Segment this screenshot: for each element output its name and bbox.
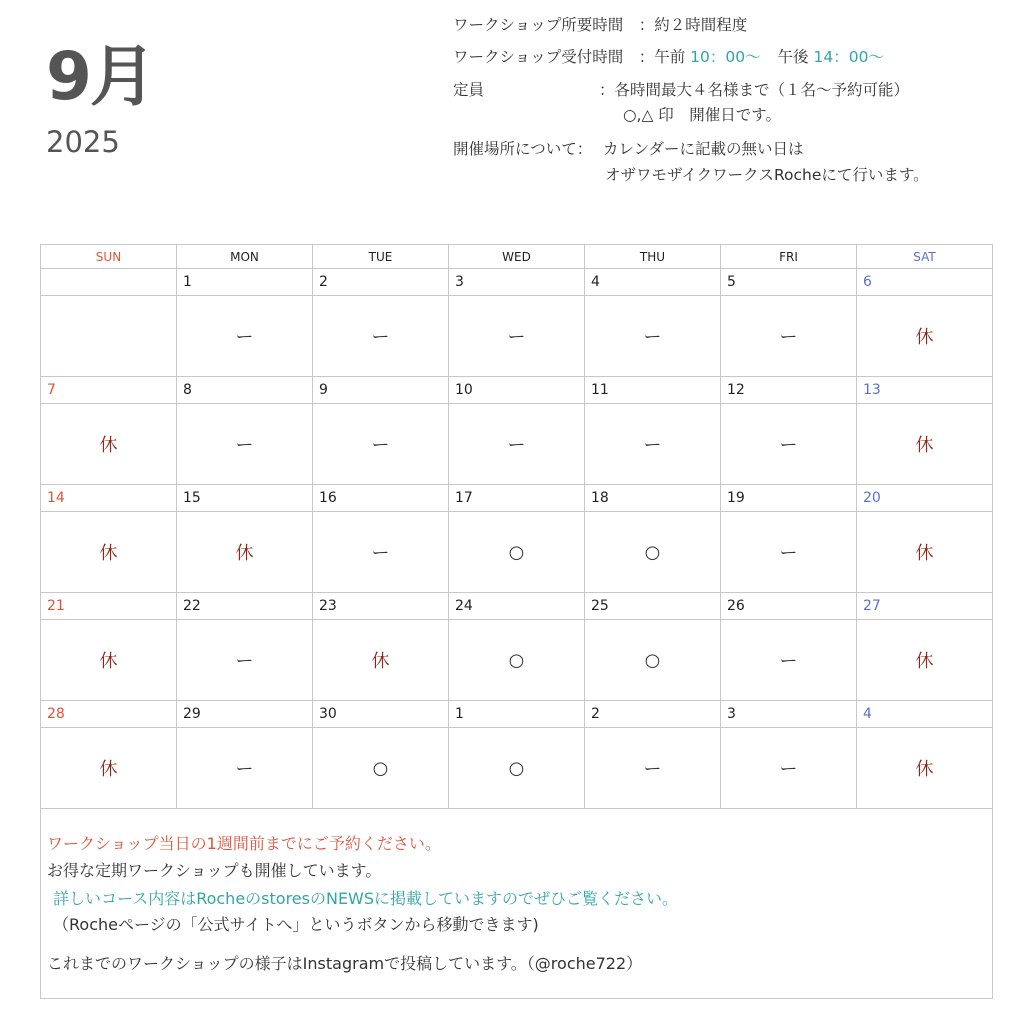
date-cell: 2	[313, 269, 449, 296]
date-cell: 13	[857, 377, 993, 404]
status-mark: ー	[177, 404, 313, 485]
status-mark: 休	[177, 512, 313, 593]
am-time: 10：00〜	[690, 48, 761, 66]
venue-value-2: オザワモザイクワークスRocheにて行います。	[605, 166, 929, 184]
status-mark: ー	[313, 296, 449, 377]
day-header: MON	[177, 245, 313, 269]
date-cell: 20	[857, 485, 993, 512]
status-mark: ○	[585, 512, 721, 593]
date-cell: 7	[41, 377, 177, 404]
status-mark: ー	[585, 728, 721, 809]
pm-time: 14：00〜	[813, 48, 884, 66]
duration-label: ワークショップ所要時間 ：	[453, 16, 655, 34]
course-details-note: 詳しいコース内容はRocheのstoresのNEWSに掲載していますのでぜひご覧ください。	[53, 889, 679, 908]
status-mark: ○	[585, 620, 721, 701]
mark-row	[41, 620, 993, 701]
date-row	[41, 701, 993, 728]
regular-workshop-note: お得な定期ワークショップも開催しています。	[47, 861, 382, 880]
status-mark: ー	[449, 296, 585, 377]
status-mark: ー	[585, 404, 721, 485]
day-header: SAT	[857, 245, 993, 269]
reservation-notice: ワークショップ当日の1週間前までにご予約ください。	[47, 834, 441, 853]
date-cell: 17	[449, 485, 585, 512]
capacity-label: 定員	[453, 81, 485, 99]
date-cell: 1	[177, 269, 313, 296]
status-mark: 休	[857, 296, 993, 377]
date-cell: 4	[585, 269, 721, 296]
status-mark: ー	[721, 296, 857, 377]
mark-row	[41, 512, 993, 593]
status-mark: 休	[857, 404, 993, 485]
date-cell: 3	[449, 269, 585, 296]
date-cell: 4	[857, 701, 993, 728]
reception-label: ワークショップ受付時間 ：	[453, 48, 655, 66]
date-cell: 19	[721, 485, 857, 512]
date-cell: 9	[313, 377, 449, 404]
am-label: 午前	[654, 48, 686, 66]
status-mark: ○	[449, 620, 585, 701]
date-cell: 30	[313, 701, 449, 728]
date-cell: 11	[585, 377, 721, 404]
status-mark: ○	[449, 512, 585, 593]
mark-row	[41, 296, 993, 377]
day-header: TUE	[313, 245, 449, 269]
day-header: SUN	[41, 245, 177, 269]
date-cell: 22	[177, 593, 313, 620]
status-mark: ー	[721, 404, 857, 485]
month-title: 9月	[46, 38, 154, 115]
status-mark: 休	[41, 620, 177, 701]
venue-label: 開催場所について：	[453, 140, 593, 158]
date-cell: 21	[41, 593, 177, 620]
status-mark: ○	[449, 728, 585, 809]
date-cell	[41, 269, 177, 296]
status-mark: ○	[313, 728, 449, 809]
status-mark: 休	[41, 404, 177, 485]
status-mark: ー	[313, 512, 449, 593]
day-header: WED	[449, 245, 585, 269]
date-cell: 1	[449, 701, 585, 728]
status-mark	[41, 296, 177, 377]
status-mark: ー	[177, 728, 313, 809]
date-row	[41, 593, 993, 620]
date-cell: 15	[177, 485, 313, 512]
status-mark: 休	[857, 512, 993, 593]
status-mark: ー	[313, 404, 449, 485]
notes-box	[40, 808, 993, 999]
date-cell: 29	[177, 701, 313, 728]
status-mark: ー	[721, 512, 857, 593]
status-mark: 休	[857, 728, 993, 809]
date-cell: 10	[449, 377, 585, 404]
duration-value: 約２時間程度	[654, 16, 748, 34]
date-cell: 5	[721, 269, 857, 296]
capacity-note: ○,△ 印 開催日です。	[623, 106, 782, 124]
date-cell: 26	[721, 593, 857, 620]
date-row	[41, 377, 993, 404]
calendar-table	[40, 244, 993, 809]
status-mark: ー	[177, 296, 313, 377]
status-mark: 休	[41, 512, 177, 593]
status-mark: ー	[721, 728, 857, 809]
date-row	[41, 485, 993, 512]
date-cell: 14	[41, 485, 177, 512]
date-cell: 3	[721, 701, 857, 728]
date-cell: 16	[313, 485, 449, 512]
status-mark: 休	[313, 620, 449, 701]
day-header: THU	[585, 245, 721, 269]
mark-row	[41, 404, 993, 485]
date-row	[41, 269, 993, 296]
day-header: FRI	[721, 245, 857, 269]
venue-value: カレンダーに記載の無い日は	[603, 140, 804, 158]
status-mark: ー	[449, 404, 585, 485]
status-mark: ー	[177, 620, 313, 701]
date-cell: 28	[41, 701, 177, 728]
date-cell: 8	[177, 377, 313, 404]
instagram-note: これまでのワークショップの様子はInstagramで投稿しています。（@roche722）	[47, 954, 643, 973]
status-mark: 休	[41, 728, 177, 809]
year-title: 2025	[46, 125, 120, 159]
date-cell: 2	[585, 701, 721, 728]
day-header-row	[41, 245, 993, 269]
capacity-value: ：各時間最大４名様まで（１名〜予約可能）	[599, 81, 910, 99]
date-cell: 25	[585, 593, 721, 620]
date-cell: 27	[857, 593, 993, 620]
status-mark: ー	[721, 620, 857, 701]
date-cell: 12	[721, 377, 857, 404]
mark-row	[41, 728, 993, 809]
status-mark: ー	[585, 296, 721, 377]
date-cell: 6	[857, 269, 993, 296]
date-cell: 24	[449, 593, 585, 620]
site-button-note: （Rocheページの「公式サイトへ」というボタンから移動できます)	[53, 915, 539, 934]
date-cell: 18	[585, 485, 721, 512]
date-cell: 23	[313, 593, 449, 620]
pm-label: 午後	[777, 48, 809, 66]
status-mark: 休	[857, 620, 993, 701]
